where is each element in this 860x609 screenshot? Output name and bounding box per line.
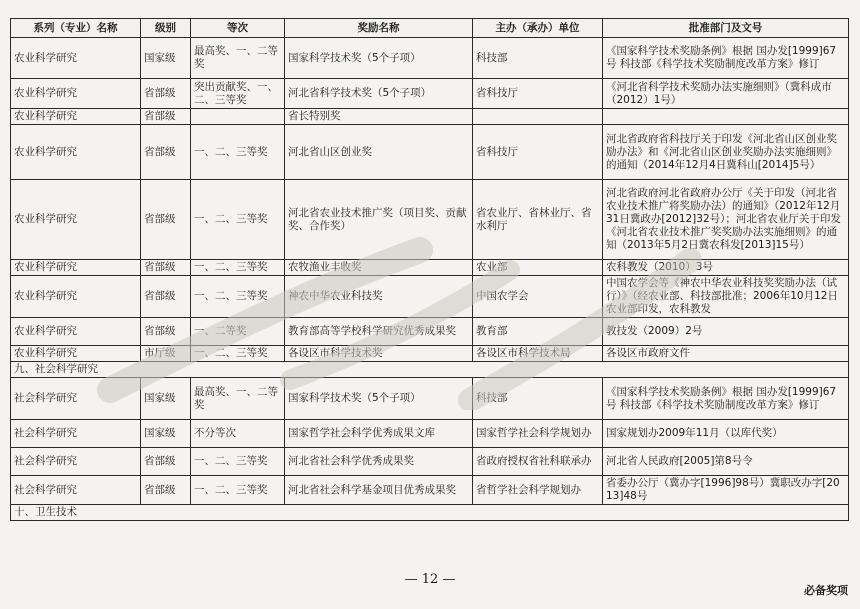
cell-grade: 一、二、三等奖 bbox=[191, 260, 285, 276]
cell-award-name: 省长特别奖 bbox=[285, 109, 473, 125]
cell-approval: 国家规划办2009年11月（以库代奖） bbox=[603, 420, 849, 448]
cell-award-name: 各设区市科学技术奖 bbox=[285, 346, 473, 362]
award-table-page bbox=[10, 18, 848, 521]
cell-organizer: 省农业厅、省林业厅、省水利厅 bbox=[473, 180, 603, 260]
cell-level: 省部级 bbox=[141, 109, 191, 125]
table-row bbox=[11, 109, 849, 125]
cell-award-name: 农牧渔业丰收奖 bbox=[285, 260, 473, 276]
cell-organizer: 农业部 bbox=[473, 260, 603, 276]
cell-organizer: 省科技厅 bbox=[473, 125, 603, 180]
cell-grade: 不分等次 bbox=[191, 420, 285, 448]
table-row bbox=[11, 38, 849, 79]
cell-award-name: 教育部高等学校科学研究优秀成果奖 bbox=[285, 318, 473, 346]
cell-grade: 一、二、三等奖 bbox=[191, 346, 285, 362]
cell-approval: 农科教发（2010）3号 bbox=[603, 260, 849, 276]
cell-level: 国家级 bbox=[141, 420, 191, 448]
cell-series: 农业科学研究 bbox=[11, 38, 141, 79]
cell-organizer: 科技部 bbox=[473, 378, 603, 420]
cell-level: 省部级 bbox=[141, 448, 191, 476]
table-row bbox=[11, 318, 849, 346]
cell-series: 农业科学研究 bbox=[11, 346, 141, 362]
cell-series: 农业科学研究 bbox=[11, 109, 141, 125]
cell-grade: 突出贡献奖、一、二、三等奖 bbox=[191, 79, 285, 109]
cell-series: 社会科学研究 bbox=[11, 420, 141, 448]
cell-level: 国家级 bbox=[141, 38, 191, 79]
cell-organizer bbox=[473, 109, 603, 125]
cell-level: 省部级 bbox=[141, 180, 191, 260]
cell-organizer: 国家哲学社会科学规划办 bbox=[473, 420, 603, 448]
cell-organizer: 科技部 bbox=[473, 38, 603, 79]
table-row bbox=[11, 448, 849, 476]
table-row bbox=[11, 260, 849, 276]
cell-grade: 最高奖、一、二等奖 bbox=[191, 378, 285, 420]
cell-approval: 河北省政府河北省政府办公厅《关于印发（河北省农业技术推广将奖励办法）的通知》（2012年12月31日冀政办[2012]32号）；河北省农业厅关于印发《河北省农业技术推广奖奖励办法实施细则》的通知（2013年5月2日冀农科发[2013]15号） bbox=[603, 180, 849, 260]
page-number: — 12 — bbox=[404, 572, 456, 587]
cell-approval: 河北省政府省科技厅关于印发《河北省山区创业奖励办法》和《河北省山区创业奖励办法实施细则》的通知（2014年12月4日冀科山[2014]5号） bbox=[603, 125, 849, 180]
cell-organizer: 中国农学会 bbox=[473, 276, 603, 318]
table-row bbox=[11, 180, 849, 260]
cell-award-name: 河北省社会科学优秀成果奖 bbox=[285, 448, 473, 476]
cell-award-name: 河北省农业技术推广奖（项目奖、贡献奖、合作奖） bbox=[285, 180, 473, 260]
cell-level: 省部级 bbox=[141, 125, 191, 180]
cell-grade: 一、二、三等奖 bbox=[191, 180, 285, 260]
header-organizer: 主办（承办）单位 bbox=[473, 19, 603, 38]
cell-organizer: 省哲学社会科学规划办 bbox=[473, 476, 603, 505]
cell-award-name: 神农中华农业科技奖 bbox=[285, 276, 473, 318]
cell-grade: 一、二、三等奖 bbox=[191, 448, 285, 476]
section-title: 九、社会科学研究 bbox=[11, 362, 849, 378]
cell-grade: 一、二、三等奖 bbox=[191, 476, 285, 505]
cell-series: 农业科学研究 bbox=[11, 79, 141, 109]
footer-tag: 必备奖项 bbox=[804, 584, 848, 597]
cell-approval: 《国家科学技术奖励条例》根据 国办发[1999]67号 科技部《科学技术奖励制度改革方案》修订 bbox=[603, 378, 849, 420]
cell-organizer: 省科技厅 bbox=[473, 79, 603, 109]
cell-level: 省部级 bbox=[141, 476, 191, 505]
cell-grade: 一、二、三等奖 bbox=[191, 125, 285, 180]
table-row bbox=[11, 346, 849, 362]
header-series: 系列（专业）名称 bbox=[11, 19, 141, 38]
cell-approval: 省委办公厅（冀办字[1996]98号）冀职改办字[2013]48号 bbox=[603, 476, 849, 505]
table-row bbox=[11, 79, 849, 109]
cell-level: 省部级 bbox=[141, 276, 191, 318]
cell-grade: 一、二、三等奖 bbox=[191, 276, 285, 318]
header-grade: 等次 bbox=[191, 19, 285, 38]
table-row bbox=[11, 420, 849, 448]
table-row bbox=[11, 276, 849, 318]
cell-grade: 最高奖、一、二等奖 bbox=[191, 38, 285, 79]
cell-series: 社会科学研究 bbox=[11, 476, 141, 505]
cell-award-name: 国家科学技术奖（5个子项） bbox=[285, 38, 473, 79]
cell-approval: 河北省人民政府[2005]第8号令 bbox=[603, 448, 849, 476]
cell-series: 农业科学研究 bbox=[11, 180, 141, 260]
cell-grade: 一、二等奖 bbox=[191, 318, 285, 346]
cell-series: 农业科学研究 bbox=[11, 260, 141, 276]
cell-organizer: 教育部 bbox=[473, 318, 603, 346]
table-row bbox=[11, 476, 849, 505]
cell-award-name: 河北省山区创业奖 bbox=[285, 125, 473, 180]
table-row bbox=[11, 378, 849, 420]
cell-approval: 《国家科学技术奖励条例》根据 国办发[1999]67号 科技部《科学技术奖励制度改革方案》修订 bbox=[603, 38, 849, 79]
cell-organizer: 各设区市科学技术局 bbox=[473, 346, 603, 362]
cell-series: 农业科学研究 bbox=[11, 125, 141, 180]
cell-approval: 教技发（2009）2号 bbox=[603, 318, 849, 346]
cell-organizer: 省政府授权省社科联承办 bbox=[473, 448, 603, 476]
cell-level: 国家级 bbox=[141, 378, 191, 420]
cell-approval: 《河北省科学技术奖励办法实施细则》（冀科成市（2012）1号） bbox=[603, 79, 849, 109]
header-award-name: 奖励名称 bbox=[285, 19, 473, 38]
cell-approval bbox=[603, 109, 849, 125]
table-header-row bbox=[11, 19, 849, 38]
cell-series: 农业科学研究 bbox=[11, 318, 141, 346]
cell-award-name: 河北省社会科学基金项目优秀成果奖 bbox=[285, 476, 473, 505]
award-table bbox=[10, 18, 849, 521]
section-row-social-science bbox=[11, 362, 849, 378]
cell-approval: 各设区市政府文件 bbox=[603, 346, 849, 362]
cell-approval: 中国农学会等《神农中华农业科技奖奖励办法（试行）》（经农业部、科技部批准；2006年10月12日农业部印发，农科教发 bbox=[603, 276, 849, 318]
cell-award-name: 河北省科学技术奖（5个子项） bbox=[285, 79, 473, 109]
cell-level: 市厅级 bbox=[141, 346, 191, 362]
cell-grade bbox=[191, 109, 285, 125]
cell-series: 农业科学研究 bbox=[11, 276, 141, 318]
cell-award-name: 国家科学技术奖（5个子项） bbox=[285, 378, 473, 420]
cell-level: 省部级 bbox=[141, 260, 191, 276]
table-row bbox=[11, 125, 849, 180]
cell-series: 社会科学研究 bbox=[11, 378, 141, 420]
cell-series: 社会科学研究 bbox=[11, 448, 141, 476]
section-title: 十、卫生技术 bbox=[11, 505, 849, 521]
cell-award-name: 国家哲学社会科学优秀成果文库 bbox=[285, 420, 473, 448]
section-row-health-tech bbox=[11, 505, 849, 521]
header-approval: 批准部门及文号 bbox=[603, 19, 849, 38]
cell-level: 省部级 bbox=[141, 79, 191, 109]
cell-level: 省部级 bbox=[141, 318, 191, 346]
header-level: 级别 bbox=[141, 19, 191, 38]
